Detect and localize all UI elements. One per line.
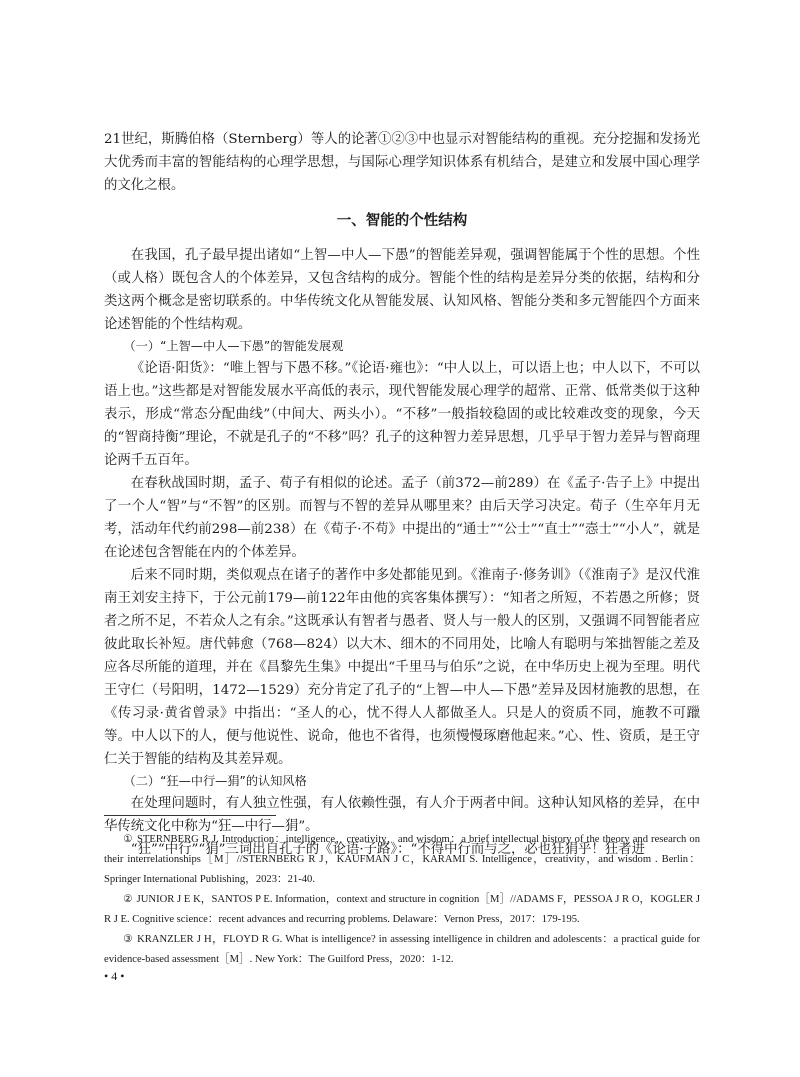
footnote-2	[104, 890, 700, 930]
footnotes	[104, 830, 700, 970]
intro-paragraph: 21世纪，斯腾伯格（Sternberg）等人的论著①②③中也显示对智能结构的重视。充分挖掘和发扬光大优秀而丰富的智能结构的心理学思想，与国际心理学知识体系有机结合，是建立和发展中国心理学的文化之根。	[104, 132, 700, 193]
footnote-1	[104, 830, 700, 890]
footnote-mark: ②	[123, 894, 133, 905]
paragraph-1: 在我国，孔子最早提出诸如“上智—中人—下愚”的智能差异观，强调智能属于个性的思想。个性（或人格）既包含人的个体差异，又包含结构的成分。智能个性的结构是差异分类的依据，结构和分类这两个概念是密切联系的。中华传统文化从智能发展、认知风格、智能分类和多元智能四个方面来论述智能的个性结构观。	[104, 248, 700, 332]
footnote-3	[104, 930, 700, 970]
paragraph-6: “狂”“中行”“狷”三词出自孔子的《论语·子路》：“不得中行而与之，必也狂狷乎！狂者进	[130, 842, 645, 857]
footnote-mark: ③	[123, 934, 134, 945]
paragraph-4: 后来不同时期，类似观点在诸子的著作中多处都能见到。《淮南子·修务训》（《淮南子》是汉代淮南王刘安主持下，于公元前179—前122年由他的宾客集体撰写）：“知者之所短，不若愚之所修；贤者之所不足，不若众人之有余。”这既承认有智者与愚者、贤人与一般人的区别，又强调不同智能者应彼此取长补短。唐代韩愈（768—824）以大木、细木的不同用处，比喻人有聪明与笨拙智能之差及应各尽所能的道理，并在《昌黎先生集》中提出“千里马与伯乐”之说，在中华历史上视为至理。明代王守仁（号阳明，1472—1529）充分肯定了孔子的“上智—中人—下愚”差异及因材施教的思想，在《传习录·黄省曾录》中指出：“圣人的心，忧不得人人都做圣人。只是人的资质不同，施教不可躐等。中人以下的人，便与他说性、说命，他也不省得，也须慢慢琢磨他起来。”心、性、资质，是王守仁关于智能的结构及其差异观。	[104, 568, 700, 767]
page-body	[104, 128, 700, 861]
paragraph-2: 《论语·阳货》：“唯上智与下愚不移。”《论语·雍也》：“中人以上，可以语上也；中人以下，不可以语上也。”这些都是对智能发展水平高低的表示，现代智能发展心理学的超常、正常、低常类似于这种表示，形成“常态分配曲线”（中间大、两头小）。“不移”一般指较稳固的或比较难改变的现象，今天的“智商持衡”理论，不就是孔子的“不移”吗？孔子的这种智力差异思想，几乎早于智力差异与智商理论两千五百年。	[104, 361, 700, 468]
section-title: 一、智能的个性结构	[336, 213, 468, 229]
footnote-text: JUNIOR J E K，SANTOS P E. Information，context and structure in cognition［M］//ADAMS F，PESSOA J R O，KOGLER J R J E. Cognitive science：recent advances and recurring problems. Delaware：Vernon Press，2017：179-195.	[104, 894, 700, 925]
page-number: • 4 •	[104, 969, 125, 983]
paragraph-5: 在处理问题时，有人独立性强，有人依赖性强，有人介于两者中间。这种认知风格的差异，在中华传统文化中称为“狂—中行—狷”。	[104, 796, 700, 834]
subsection-heading-1: （一）“上智—中人—下愚”的智能发展观	[123, 339, 344, 353]
footnote-mark: ①	[123, 834, 133, 845]
paragraph-3: 在春秋战国时期，孟子、荀子有相似的论述。孟子（前372—前289）在《孟子·告子上》中提出了一个人“智”与“不智”的区别。而智与不智的差异从哪里来？由后天学习决定。荀子（生卒年月无考，活动年代约前298—前238）在《荀子·不苟》中提出的“通士”“公士”“直士”“悫士”“小人”，就是在论述包含智能在内的个体差异。	[104, 476, 700, 560]
footnote-divider	[104, 815, 276, 816]
subsection-heading-2: （二）“狂—中行—狷”的认知风格	[123, 774, 307, 788]
footnote-text: STERNBERG R J. Introduction：intelligence，creativity，and wisdom：a brief intellectual history of the theory and research on their interrelationships［M］//STERNBERG R J，KAUFMAN J C，KARAMI S. Intelligence，creativity，and wisdom . Berlin：Springer International Publishing，2023：21-40.	[104, 834, 700, 885]
footnote-text: KRANZLER J H，FLOYD R G. What is intelligence? in assessing intelligence in children and adolescents：a practical guide for evidence-based assessment［M］. New York：The Guilford Press，2020：1-12.	[104, 934, 701, 965]
